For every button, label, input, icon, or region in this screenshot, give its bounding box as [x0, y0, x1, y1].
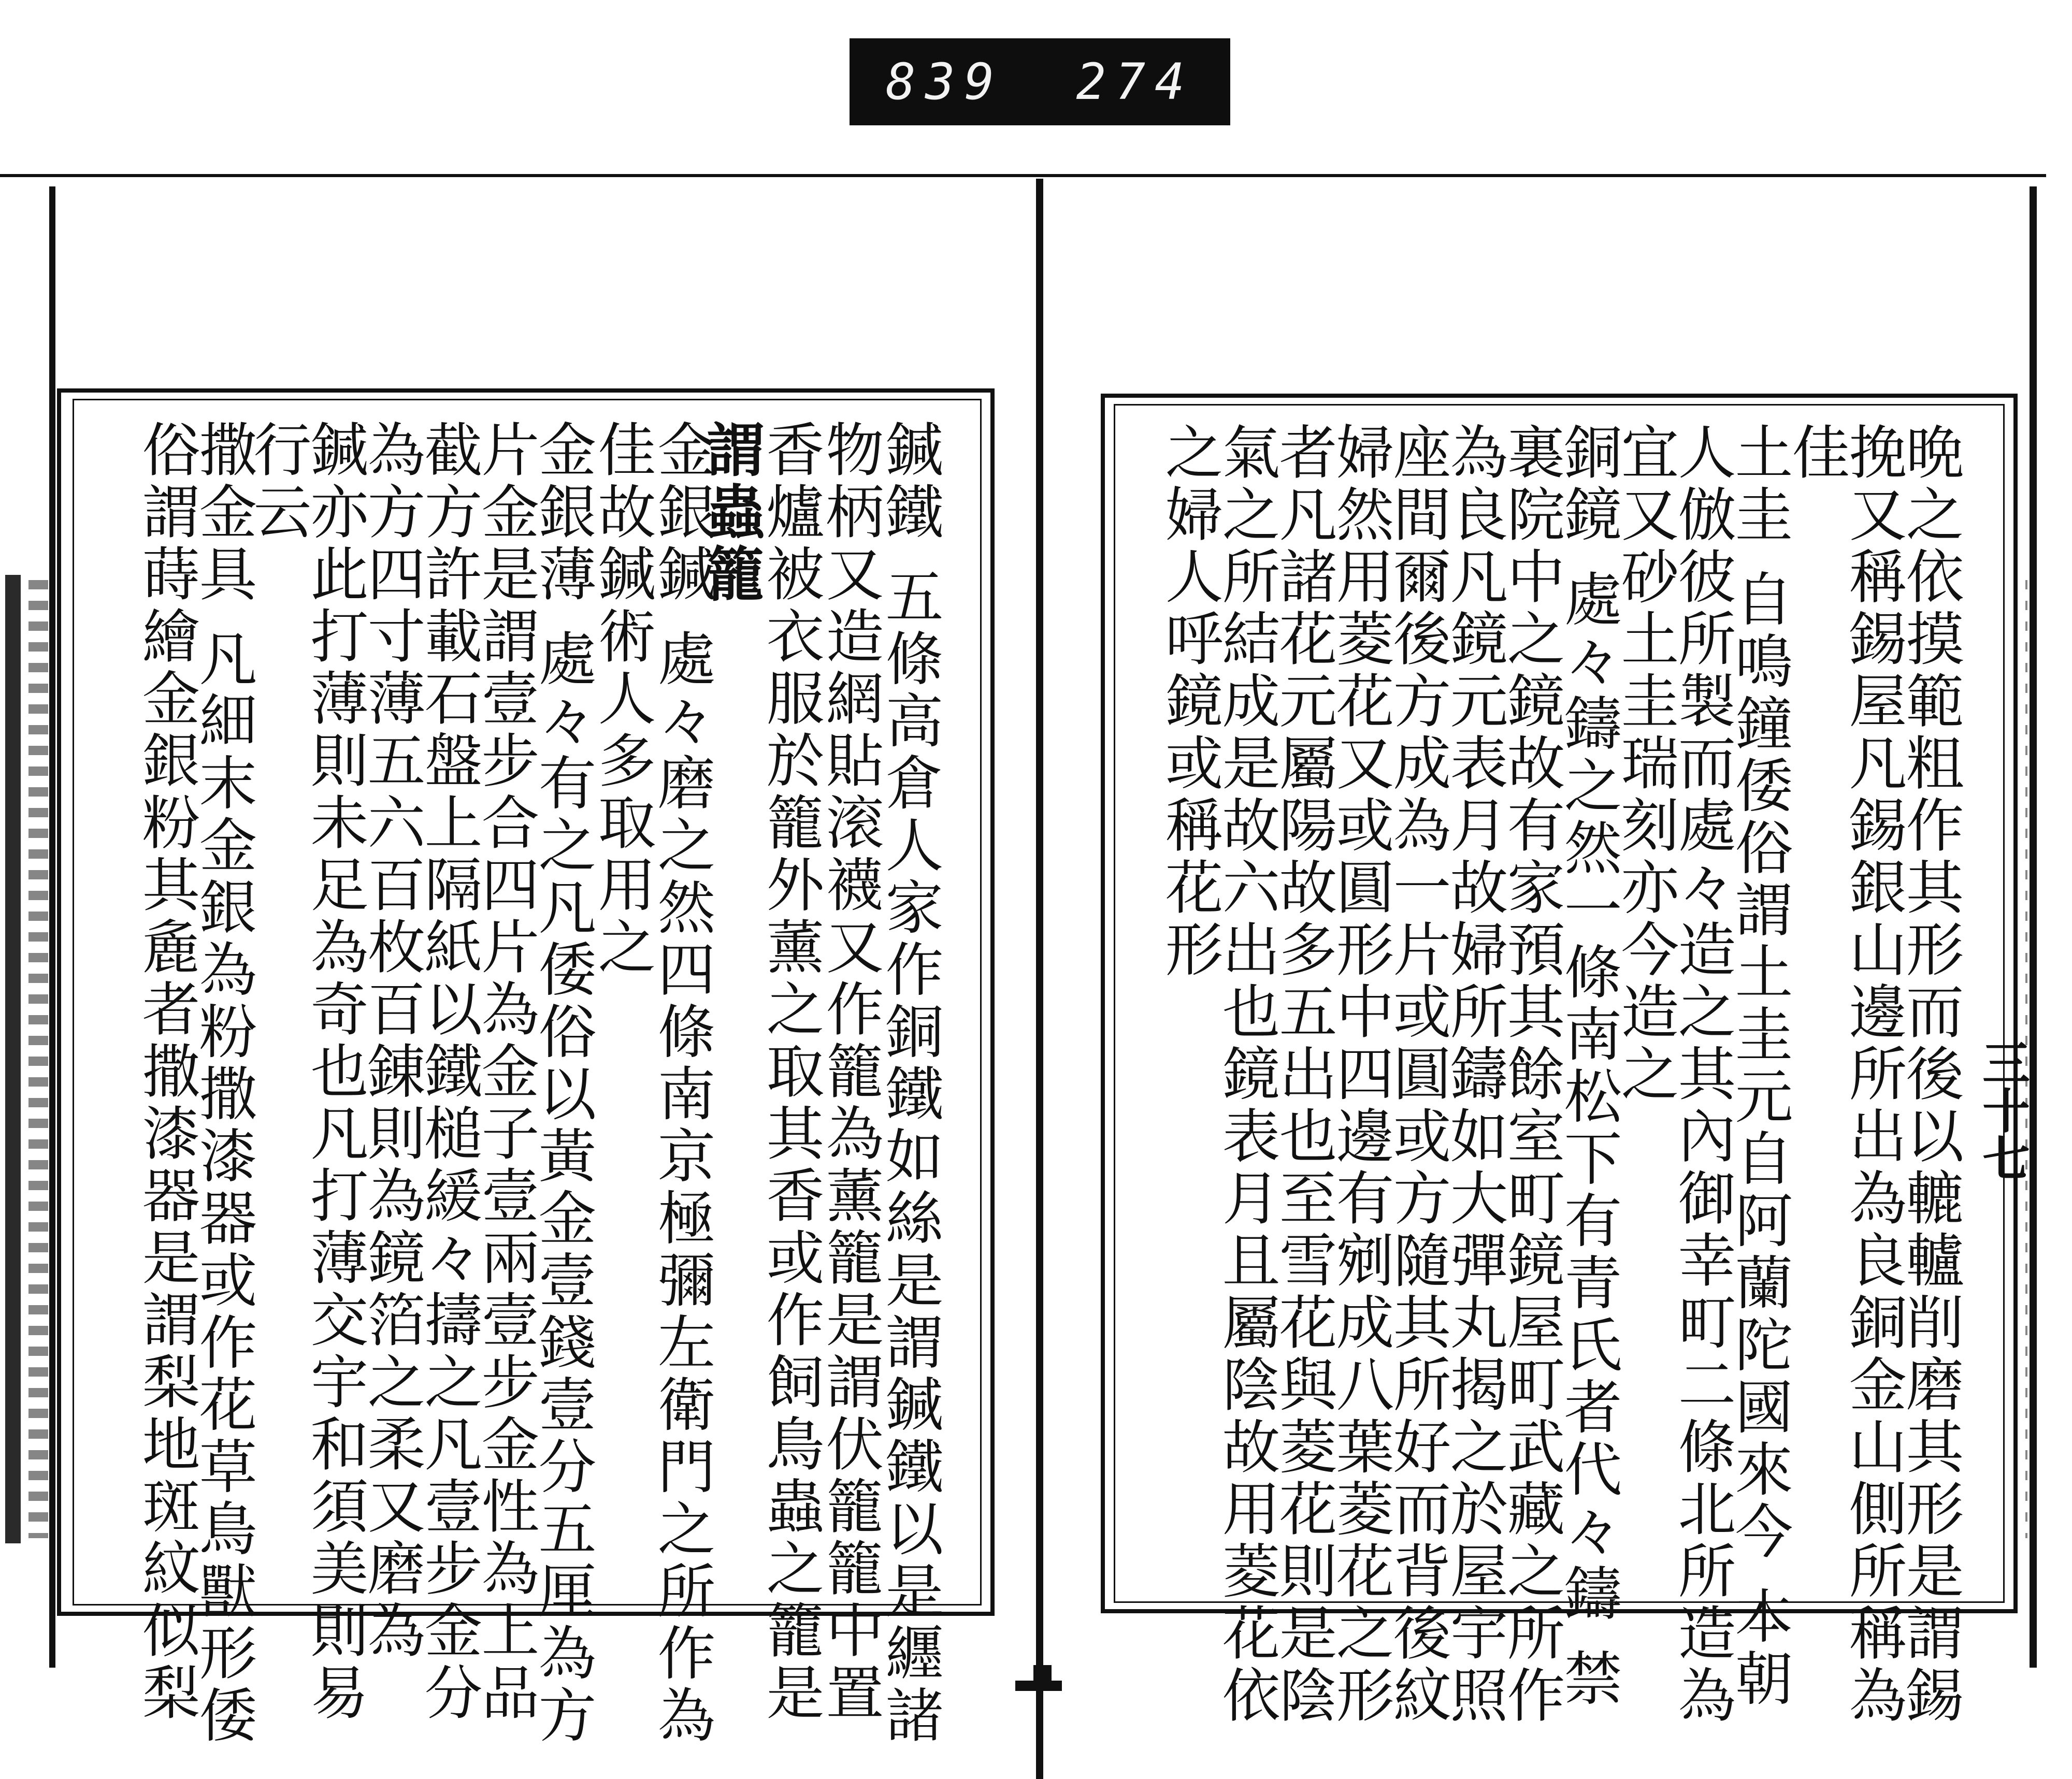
right-column-3: 佳	[1782, 422, 1850, 484]
catalog-label-left: 839	[886, 53, 1004, 111]
left-column-7: 金銀薄 處々有之凡倭俗以黃金壹錢壹分五厘為方	[529, 420, 596, 1747]
left-column-4: 謂蟲籠	[697, 420, 765, 606]
left-column-5: 金銀鍼 處々磨之然四條南京極彌左衛門之所作為	[648, 420, 715, 1747]
left-column-9: 截方許載石盤上隔紙以鐵槌緩々擣之凡壹步金分	[415, 420, 482, 1725]
right-page	[1052, 179, 2031, 1727]
right-column-6: 宜又砂土圭瑞刻亦今造之	[1611, 422, 1679, 1106]
page-number: 三十七	[1975, 1038, 2031, 1181]
left-column-3: 香爐被衣服於籠外薰之取其香或作飼鳥蟲之籠是	[757, 420, 824, 1725]
top-edge-line-left	[0, 174, 1424, 177]
center-binding-line	[1036, 179, 1043, 1779]
right-column-8: 裏院中之鏡故有家預其餘室町鏡屋町武藏之所作	[1498, 422, 1565, 1727]
right-column-14: 之婦人呼鏡或稱花形	[1156, 422, 1223, 981]
left-column-6: 佳故鍼術人多取用之	[588, 420, 656, 979]
right-column-10: 座間爾後方成為一片或圓或方隨其所好而背後紋	[1384, 422, 1451, 1727]
right-book-edge	[2030, 186, 2037, 1668]
left-column-11: 鍼亦此打薄則未足為奇也凡打薄交宇和須美則易	[301, 420, 368, 1725]
left-column-2: 物柄又造網貼滚襪又作籠為薰籠是謂伏籠籠中置	[816, 420, 884, 1725]
catalog-label-right: 274	[1076, 53, 1194, 111]
left-column-12: 行云	[244, 420, 311, 544]
left-column-13: 撒金具 凡細末金銀為粉撒漆器或作花草鳥獸形倭	[190, 420, 257, 1747]
right-column-4: 土圭 自鳴鐘倭俗謂土圭元自阿蘭陀國來今 本朝	[1725, 422, 1793, 1711]
right-column-11: 婦然用菱花又或圓形中四邊有剜成八葉菱花之形	[1327, 422, 1394, 1727]
left-column-1: 鍼鐵 五條高倉人家作銅鐵如絲是謂鍼鐵以是纒諸	[876, 420, 943, 1747]
left-book-edge-inner	[5, 575, 21, 1543]
catalog-label	[850, 38, 1230, 125]
right-column-7: 銅鏡 處々鑄之然一條南松下有青氏者代々鑄 禁	[1555, 422, 1622, 1711]
right-column-2: 挽又稱錫屋凡錫銀山邊所出為良銅金山側所稱為	[1839, 422, 1907, 1727]
left-column-8: 片金是謂壹步合四片為金子壹兩壹步金性為上品	[472, 420, 539, 1725]
top-edge-line-right	[1424, 174, 2046, 177]
right-column-1: 晩之依摸範粗作其形而後以轆轤削磨其形是謂錫	[1896, 422, 1964, 1727]
left-bleed-through	[28, 580, 48, 1538]
right-column-13: 氣之所結成是故六出也鏡表月且屬陰故用菱花依	[1213, 422, 1280, 1727]
right-column-9: 為良凡鏡元表月故婦所鑄如大彈丸揭之於屋宇照	[1441, 422, 1508, 1727]
left-page	[57, 179, 1033, 1747]
left-column-14: 俗謂蒔繪金銀粉其麁者撒漆器是謂梨地斑紋似梨	[133, 420, 200, 1725]
left-book-edge	[49, 186, 55, 1668]
left-column-10: 為方四寸薄五六百枚百錬則為鏡箔之柔又磨為	[358, 420, 425, 1662]
right-column-5: 人倣彼所製而處々造之其內御幸町二條北所造為	[1668, 422, 1736, 1727]
right-column-12: 者凡諸花元屬陽故多五出也至雪花與菱花則是陰	[1270, 422, 1337, 1727]
